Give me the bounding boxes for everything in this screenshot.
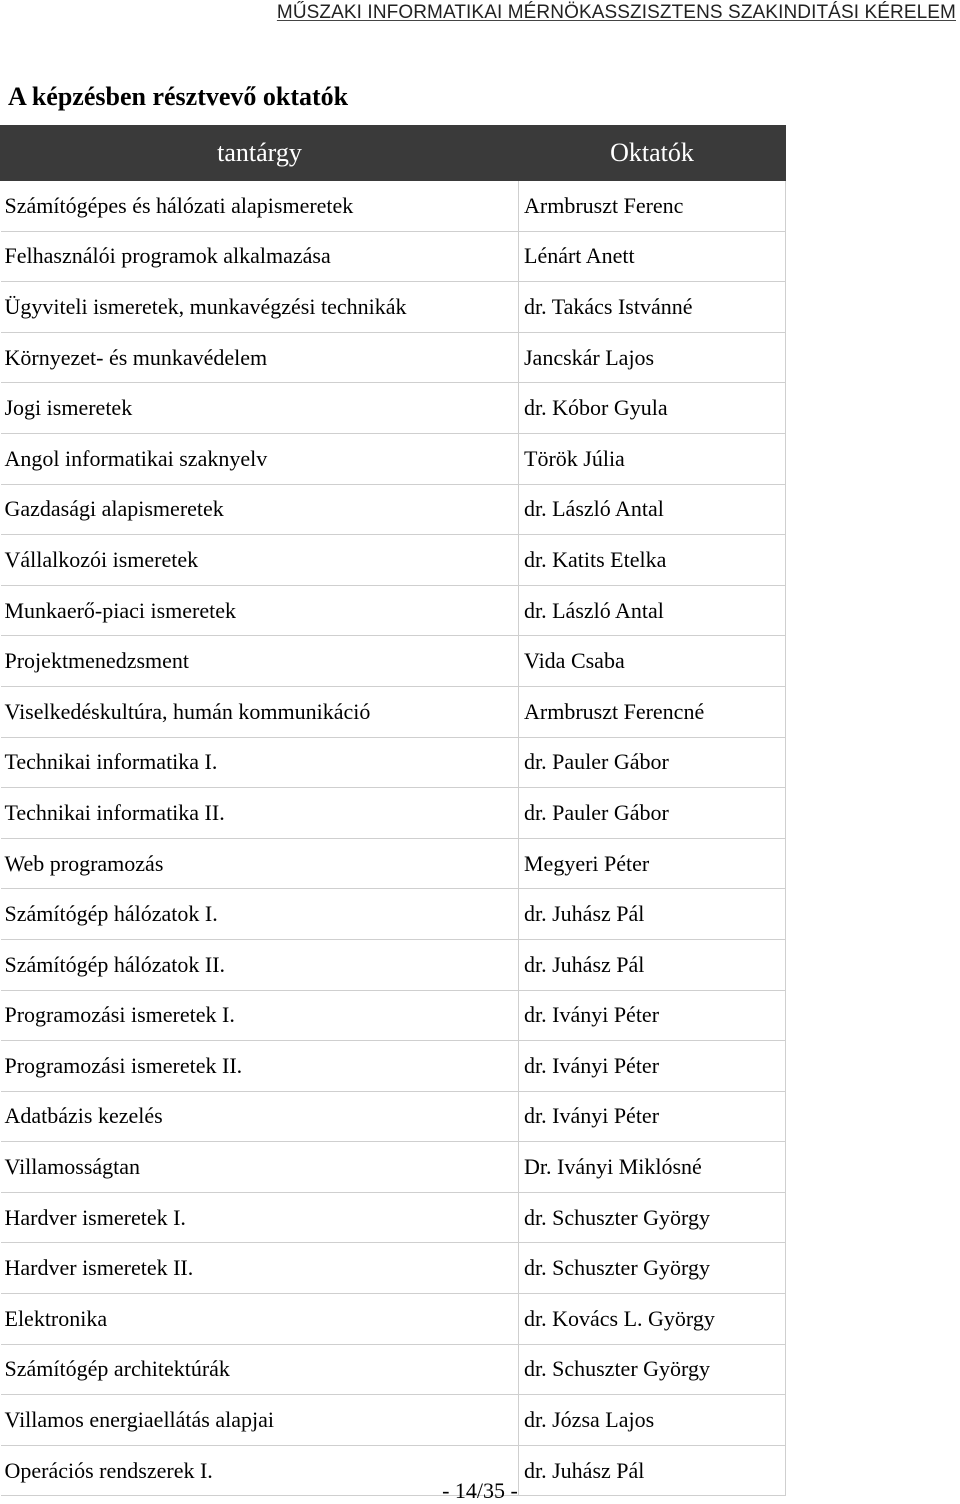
- subject-cell: Jogi ismeretek: [1, 383, 519, 434]
- instructor-cell: dr. Iványi Péter: [519, 990, 786, 1041]
- subject-cell: Technikai informatika I.: [1, 737, 519, 788]
- subject-cell: Operációs rendszerek I.: [1, 1445, 519, 1496]
- subject-cell: Villamosságtan: [1, 1142, 519, 1193]
- table-header-row: [1, 126, 786, 181]
- instructor-cell: dr. Schuszter György: [519, 1243, 786, 1294]
- instructor-cell: dr. Takács Istvánné: [519, 282, 786, 333]
- subject-cell: Vállalkozói ismeretek: [1, 535, 519, 586]
- instructor-cell: Jancskár Lajos: [519, 332, 786, 383]
- instructor-cell: dr. László Antal: [519, 484, 786, 535]
- instructor-cell: dr. Kovács L. György: [519, 1294, 786, 1345]
- instructor-cell: dr. Iványi Péter: [519, 1041, 786, 1092]
- instructor-cell: Vida Csaba: [519, 636, 786, 687]
- instructor-cell: dr. Juhász Pál: [519, 889, 786, 940]
- table-row: [1, 433, 786, 484]
- table-row: [1, 535, 786, 586]
- table-row: [1, 383, 786, 434]
- subject-cell: Elektronika: [1, 1294, 519, 1345]
- instructor-cell: dr. Juhász Pál: [519, 939, 786, 990]
- subject-cell: Ügyviteli ismeretek, munkavégzési technikák: [1, 282, 519, 333]
- table-row: [1, 990, 786, 1041]
- instructor-cell: dr. Schuszter György: [519, 1192, 786, 1243]
- instructor-cell: Megyeri Péter: [519, 838, 786, 889]
- subject-cell: Viselkedéskultúra, humán kommunikáció: [1, 686, 519, 737]
- instructor-cell: dr. Józsa Lajos: [519, 1395, 786, 1446]
- table-row: [1, 1395, 786, 1446]
- table-row: [1, 737, 786, 788]
- table-row: [1, 636, 786, 687]
- subject-cell: Számítógép hálózatok II.: [1, 939, 519, 990]
- subject-cell: Angol informatikai szaknyelv: [1, 433, 519, 484]
- subject-cell: Projektmenedzsment: [1, 636, 519, 687]
- instructor-cell: Török Júlia: [519, 433, 786, 484]
- instructor-cell: Armbruszt Ferencné: [519, 686, 786, 737]
- instructor-cell: dr. Kóbor Gyula: [519, 383, 786, 434]
- subject-cell: Gazdasági alapismeretek: [1, 484, 519, 535]
- subject-cell: Számítógépes és hálózati alapismeretek: [1, 181, 519, 232]
- instructor-cell: dr. Pauler Gábor: [519, 737, 786, 788]
- subject-cell: Web programozás: [1, 838, 519, 889]
- table-body: [1, 181, 786, 1496]
- instructor-cell: Lénárt Anett: [519, 231, 786, 282]
- instructors-table: [0, 125, 786, 1496]
- subject-cell: Számítógép hálózatok I.: [1, 889, 519, 940]
- column-header-subject: tantárgy: [1, 126, 519, 181]
- instructor-cell: dr. László Antal: [519, 585, 786, 636]
- subject-cell: Adatbázis kezelés: [1, 1091, 519, 1142]
- instructor-cell: dr. Juhász Pál: [519, 1445, 786, 1496]
- page-number: - 14/35 -: [442, 1478, 518, 1503]
- table-row: [1, 1041, 786, 1092]
- subject-cell: Villamos energiaellátás alapjai: [1, 1395, 519, 1446]
- table-row: [1, 1192, 786, 1243]
- instructor-cell: dr. Schuszter György: [519, 1344, 786, 1395]
- table-row: [1, 939, 786, 990]
- table-row: [1, 282, 786, 333]
- subject-cell: Környezet- és munkavédelem: [1, 332, 519, 383]
- table-row: [1, 585, 786, 636]
- subject-cell: Hardver ismeretek II.: [1, 1243, 519, 1294]
- instructor-cell: dr. Iványi Péter: [519, 1091, 786, 1142]
- subject-cell: Programozási ismeretek II.: [1, 1041, 519, 1092]
- instructor-cell: Dr. Iványi Miklósné: [519, 1142, 786, 1193]
- table-row: [1, 1294, 786, 1345]
- running-header: MŰSZAKI INFORMATIKAI MÉRNÖKASSZISZTENS SZAKINDITÁSI KÉRELEM: [276, 2, 956, 23]
- subject-cell: Hardver ismeretek I.: [1, 1192, 519, 1243]
- subject-cell: Programozási ismeretek I.: [1, 990, 519, 1041]
- column-header-instructors: Oktatók: [519, 126, 786, 181]
- table-row: [1, 484, 786, 535]
- subject-cell: Felhasználói programok alkalmazása: [1, 231, 519, 282]
- table-row: [1, 1142, 786, 1193]
- table-row: [1, 788, 786, 839]
- instructor-cell: dr. Katits Etelka: [519, 535, 786, 586]
- table-row: [1, 838, 786, 889]
- subject-cell: Technikai informatika II.: [1, 788, 519, 839]
- table-row: [1, 686, 786, 737]
- instructor-cell: Armbruszt Ferenc: [519, 181, 786, 232]
- table-row: [1, 889, 786, 940]
- table-row: [1, 332, 786, 383]
- instructor-cell: dr. Pauler Gábor: [519, 788, 786, 839]
- table-row: [1, 231, 786, 282]
- table-row: [1, 1243, 786, 1294]
- table-row: [1, 1344, 786, 1395]
- section-title: A képzésben résztvevő oktatók: [8, 82, 349, 111]
- subject-cell: Munkaerő-piaci ismeretek: [1, 585, 519, 636]
- subject-cell: Számítógép architektúrák: [1, 1344, 519, 1395]
- table-row: [1, 181, 786, 232]
- table-row: [1, 1091, 786, 1142]
